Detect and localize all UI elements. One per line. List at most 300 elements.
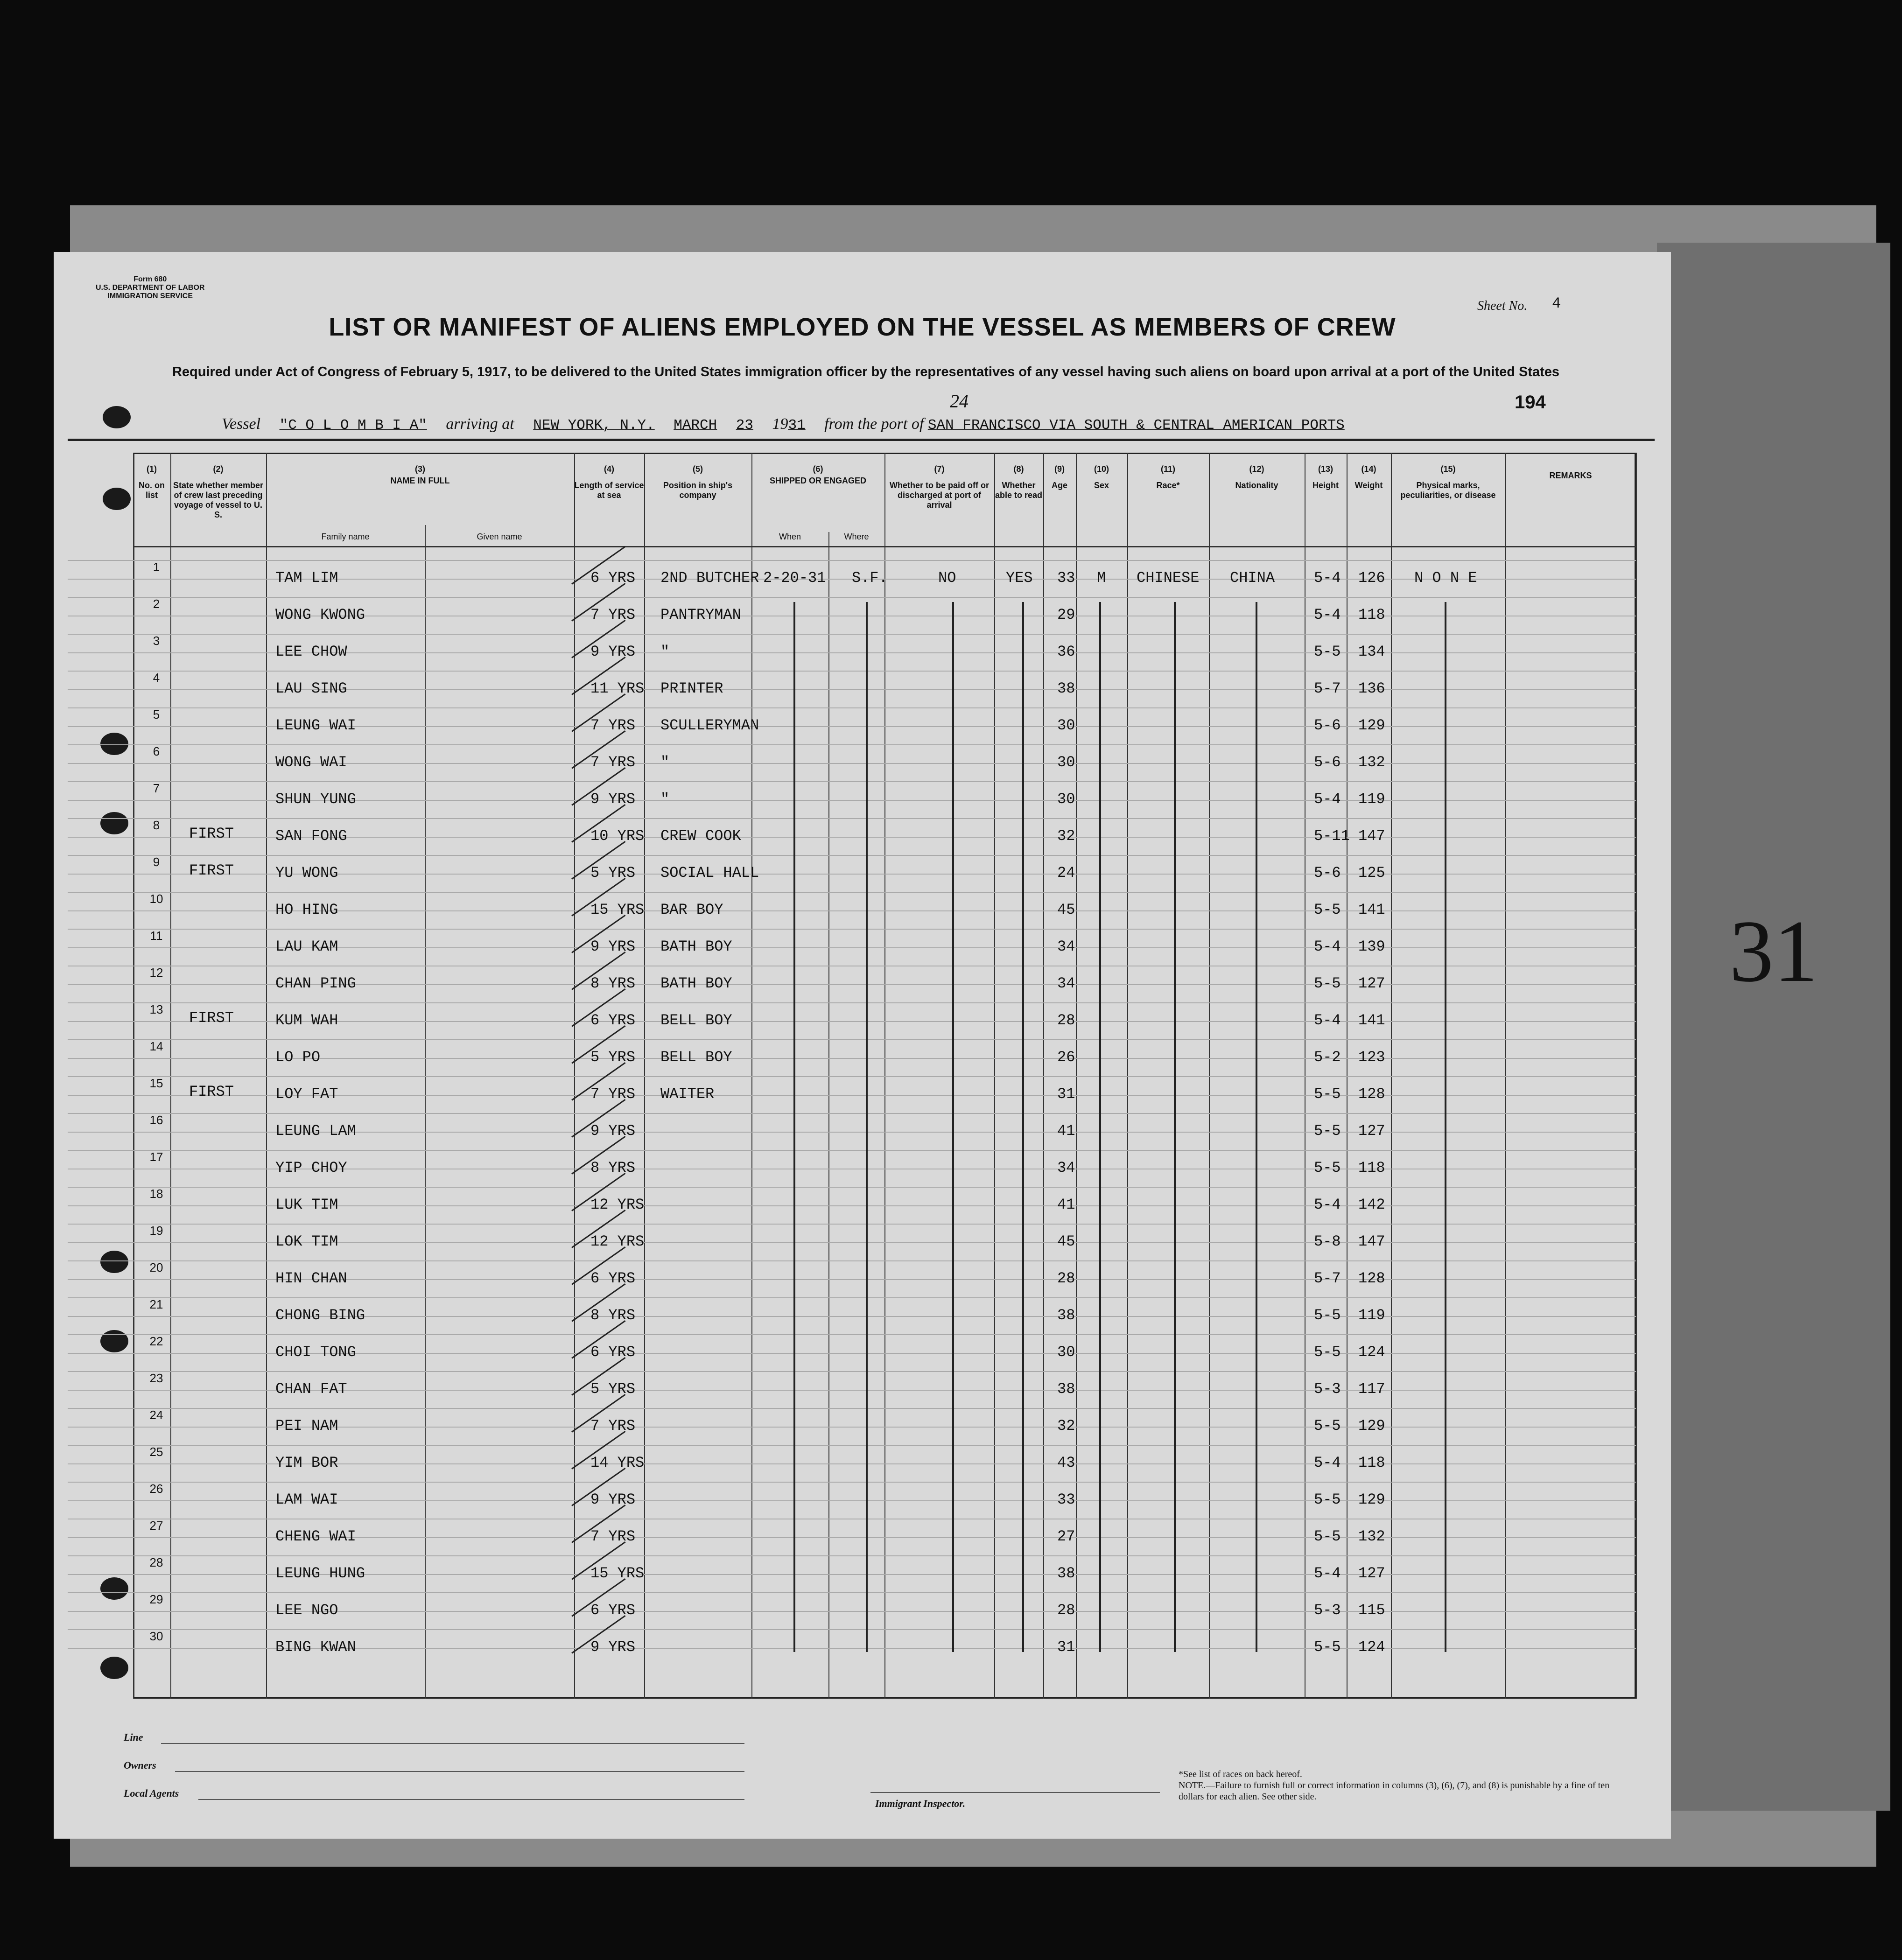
row-rule [68,634,1636,635]
column-number: (9) [1054,464,1065,474]
race-cell: CHINESE [1137,569,1200,587]
arriving-label: arriving at [446,415,514,433]
age-cell: 28 [1057,1012,1075,1029]
row-number: 22 [149,1334,163,1348]
column-header [1347,464,1391,490]
row-rule [68,1445,1636,1446]
previous-voyage-cell: FIRST [189,1083,234,1100]
row-number: 4 [153,671,160,685]
age-cell: 41 [1057,1196,1075,1213]
age-cell: 34 [1057,938,1075,955]
age-cell: 36 [1057,643,1075,660]
row-rule [68,1187,1636,1188]
position-cell: PRINTER [660,680,723,697]
column-header [266,464,574,486]
weight-cell: 128 [1358,1270,1385,1287]
shipped-when-cell: 2-20-31 [763,569,826,587]
weight-cell: 139 [1358,938,1385,955]
paid-off-cell: NO [938,569,956,587]
weight-cell: 123 [1358,1049,1385,1066]
column-number: (1) [147,464,157,474]
column-subheader: Where [844,532,869,541]
previous-voyage-cell: FIRST [189,862,234,879]
row-rule [68,818,1636,819]
column-divider [1636,453,1637,1699]
height-cell: 5-5 [1314,1417,1341,1435]
name-cell: CHONG BING [275,1307,365,1324]
age-cell: 31 [1057,1638,1075,1656]
weight-cell: 147 [1358,1233,1385,1250]
row-number: 15 [149,1076,163,1090]
row-number: 5 [153,707,160,721]
column-header [1505,464,1636,481]
row-number: 18 [149,1187,163,1201]
column-divider [1347,453,1348,1699]
column-divider [170,453,171,1699]
column-label: State whether member of crew last preceding voyage of vessel to U. S. [173,481,264,519]
agents-rule [198,1799,744,1800]
name-cell: LUK TIM [275,1196,338,1213]
row-rule [68,855,1636,856]
weight-cell: 142 [1358,1196,1385,1213]
height-cell: 5-5 [1314,1085,1341,1103]
agents-label: Local Agents [124,1787,179,1799]
service-length-cell: 9 YRS [590,791,636,808]
row-rule [68,744,1636,745]
height-cell: 5-5 [1314,901,1341,918]
column-divider [884,453,885,1699]
name-cell: WONG KWONG [275,606,365,623]
punch-hole [100,733,128,755]
name-cell: HIN CHAN [275,1270,347,1287]
column-label: Height [1312,481,1339,490]
column-label: Physical marks, peculiarities, or disease [1400,481,1496,500]
name-cell: PEI NAM [275,1417,338,1435]
line-label: Line [124,1731,143,1743]
row-number: 19 [149,1224,163,1238]
service-length-cell: 7 YRS [590,1085,636,1103]
column-divider [574,453,575,1699]
service-length-cell: 14 YRS [590,1454,645,1471]
service-length-cell: 12 YRS [590,1196,645,1213]
age-cell: 33 [1057,1491,1075,1508]
column-header [133,464,170,500]
position-cell: BELL BOY [660,1049,732,1066]
column-divider [1391,453,1392,1699]
ditto-line [1099,602,1101,1652]
name-cell: CHOI TONG [275,1344,356,1361]
service-length-cell: 6 YRS [590,1344,636,1361]
able-to-read-cell: YES [1006,569,1033,587]
height-cell: 5-3 [1314,1602,1341,1619]
service-length-cell: 6 YRS [590,1602,636,1619]
service-length-cell: 9 YRS [590,1122,636,1140]
name-cell: CHAN PING [275,975,356,992]
weight-cell: 134 [1358,643,1385,660]
weight-cell: 117 [1358,1380,1385,1398]
age-cell: 32 [1057,827,1075,845]
service-length-cell: 6 YRS [590,1012,636,1029]
age-cell: 43 [1057,1454,1075,1471]
line-rule [161,1743,744,1744]
height-cell: 5-3 [1314,1380,1341,1398]
service-length-cell: 7 YRS [590,754,636,771]
position-cell: SOCIAL HALL [660,864,759,882]
age-cell: 32 [1057,1417,1075,1435]
weight-cell: 129 [1358,717,1385,734]
punch-hole [100,1657,128,1679]
service-length-cell: 5 YRS [590,1380,636,1398]
position-cell: SCULLERYMAN [660,717,759,734]
row-rule [68,1039,1636,1040]
column-label: Length of service at sea [574,481,644,500]
row-number: 13 [149,1002,163,1016]
service-length-cell: 9 YRS [590,1638,636,1656]
column-label: Whether to be paid off or discharged at port of arrival [890,481,989,510]
height-cell: 5-4 [1314,1565,1341,1582]
service-length-cell: 5 YRS [590,864,636,882]
weight-cell: 118 [1358,1454,1385,1471]
age-cell: 28 [1057,1602,1075,1619]
column-label: Sex [1094,481,1109,490]
name-cell: HO HING [275,901,338,918]
service-length-cell: 10 YRS [590,827,645,845]
inspector-rule [870,1792,1160,1793]
weight-cell: 141 [1358,901,1385,918]
row-rule [68,1076,1636,1077]
position-cell: BATH BOY [660,975,732,992]
position-cell: WAITER [660,1085,715,1103]
height-cell: 5-4 [1314,938,1341,955]
weight-cell: 136 [1358,680,1385,697]
year-prefix: 19 [772,415,788,433]
document-title: LIST OR MANIFEST OF ALIENS EMPLOYED ON THE VESSEL AS MEMBERS OF CREW [329,313,1396,341]
column-number: (5) [693,464,703,474]
height-cell: 5-4 [1314,791,1341,808]
column-number: (3) [415,464,425,474]
weight-cell: 127 [1358,1565,1385,1582]
row-rule [68,1113,1636,1114]
name-cell: YIP CHOY [275,1159,347,1176]
department: U.S. DEPARTMENT OF LABOR [96,284,205,292]
age-cell: 24 [1057,864,1075,882]
column-divider [644,453,645,1699]
column-divider [1043,453,1044,1699]
column-header [884,464,994,510]
height-cell: 5-6 [1314,754,1341,771]
position-cell: BATH BOY [660,938,732,955]
height-cell: 5-7 [1314,1270,1341,1287]
column-header [574,464,644,500]
name-cell: SAN FONG [275,827,347,845]
previous-voyage-cell: FIRST [189,825,234,842]
name-cell: LO PO [275,1049,321,1066]
name-cell: YIM BOR [275,1454,338,1471]
column-header [1209,464,1305,490]
row-rule [68,1260,1636,1261]
age-cell: 45 [1057,1233,1075,1250]
ditto-line [1445,602,1446,1652]
punch-hole [100,1251,128,1273]
height-cell: 5-4 [1314,606,1341,623]
weight-cell: 119 [1358,1307,1385,1324]
sex-cell: M [1097,569,1106,587]
height-cell: 5-5 [1314,1122,1341,1140]
footer-note [1179,1769,1636,1802]
position-cell: PANTRYMAN [660,606,741,623]
age-cell: 38 [1057,1565,1075,1582]
row-number: 14 [149,1039,163,1053]
manifest-sheet [54,252,1818,1839]
row-number: 6 [153,744,160,758]
height-cell: 5-11 [1314,827,1350,845]
height-cell: 5-6 [1314,717,1341,734]
column-header [644,464,751,500]
name-cell: CHAN FAT [275,1380,347,1398]
height-cell: 5-7 [1314,680,1341,697]
form-header [96,275,204,301]
service-length-cell: 15 YRS [590,1565,645,1582]
punch-hole [100,1330,128,1352]
name-cell: YU WONG [275,864,338,882]
service-length-cell: 6 YRS [590,1270,636,1287]
name-cell: LAU SING [275,680,347,697]
row-number: 26 [149,1482,163,1496]
header-rule [68,439,1655,441]
position-cell: CREW COOK [660,827,741,845]
weight-cell: 129 [1358,1491,1385,1508]
weight-cell: 127 [1358,975,1385,992]
row-number: 17 [149,1150,163,1164]
row-rule [68,707,1636,708]
column-label: Weight [1355,481,1383,490]
column-divider [1076,453,1077,1699]
service-length-cell: 5 YRS [590,1049,636,1066]
service-length-cell: 8 YRS [590,1307,636,1324]
arrival-port: NEW YORK, N.Y. [533,417,655,434]
service-length-cell: 12 YRS [590,1233,645,1250]
vessel-label: Vessel [222,415,261,433]
name-cell: LEE CHOW [275,643,347,660]
row-number: 21 [149,1297,163,1311]
age-cell: 41 [1057,1122,1075,1140]
margin-handwritten-number: 31 [1729,903,1818,1001]
position-cell: BELL BOY [660,1012,732,1029]
age-cell: 45 [1057,901,1075,918]
service-length-cell: 7 YRS [590,606,636,623]
row-rule [68,1482,1636,1483]
column-divider [994,453,995,1699]
shipped-where-cell: S.F. [852,569,888,587]
row-number: 9 [153,855,160,869]
name-cell: LAU KAM [275,938,338,955]
age-cell: 30 [1057,717,1075,734]
name-cell: KUM WAH [275,1012,338,1029]
row-number: 24 [149,1408,163,1422]
height-cell: 5-5 [1314,975,1341,992]
name-cell: LAM WAI [275,1491,338,1508]
header-bottom-rule [133,546,1636,547]
name-cell: LEUNG HUNG [275,1565,365,1582]
service-length-cell: 8 YRS [590,1159,636,1176]
row-number: 27 [149,1519,163,1533]
column-label: Nationality [1235,481,1278,490]
age-cell: 38 [1057,1307,1075,1324]
name-cell: LEUNG WAI [275,717,356,734]
position-cell: " [660,791,670,808]
previous-voyage-cell: FIRST [189,1009,234,1027]
note-text: NOTE.—Failure to furnish full or correct information in columns (3), (6), (7), and (8) is punishable by a fine of ten dollars for each alien. See other side. [1179,1780,1610,1802]
ditto-line [866,602,868,1652]
column-header [751,464,884,486]
column-label: REMARKS [1549,471,1592,480]
row-number: 1 [153,560,160,574]
column-number: (14) [1361,464,1376,474]
row-rule [68,1408,1636,1409]
row-number: 28 [149,1555,163,1569]
height-cell: 5-5 [1314,1159,1341,1176]
punch-hole [100,812,128,834]
service: IMMIGRATION SERVICE [107,292,193,300]
column-header [1076,464,1127,490]
height-cell: 5-8 [1314,1233,1341,1250]
row-rule [68,1150,1636,1151]
row-number: 7 [153,781,160,795]
row-rule [68,671,1636,672]
service-length-cell: 8 YRS [590,975,636,992]
name-cell: LOK TIM [275,1233,338,1250]
ditto-line [1022,602,1024,1652]
column-header [1043,464,1076,490]
name-cell: BING KWAN [275,1638,356,1656]
height-cell: 5-5 [1314,1344,1341,1361]
subcolumn-divider [828,532,829,1699]
height-cell: 5-5 [1314,1307,1341,1324]
column-header [1127,464,1209,490]
row-rule [68,1592,1636,1593]
column-divider [133,453,134,1699]
column-number: (13) [1318,464,1333,474]
height-cell: 5-4 [1314,1012,1341,1029]
nationality-cell: CHINA [1230,569,1275,587]
column-divider [751,453,752,1699]
subcolumn-divider [425,525,426,1699]
service-length-cell: 15 YRS [590,901,645,918]
age-cell: 38 [1057,1380,1075,1398]
column-label: Position in ship's company [663,481,733,500]
row-rule [68,1334,1636,1335]
row-number: 12 [149,966,163,980]
row-rule [68,1002,1636,1003]
column-number: (8) [1013,464,1024,474]
column-header [1391,464,1505,500]
row-rule [68,781,1636,782]
column-number: (2) [213,464,224,474]
name-cell: SHUN YUNG [275,791,356,808]
weight-cell: 126 [1358,569,1385,587]
ditto-line [1256,602,1257,1652]
form-number: Form 680 [133,275,167,283]
weight-cell: 115 [1358,1602,1385,1619]
column-header [994,464,1043,500]
origin-port: SAN FRANCISCO VIA SOUTH & CENTRAL AMERICAN PORTS [927,417,1345,434]
age-cell: 28 [1057,1270,1075,1287]
row-number: 16 [149,1113,163,1127]
inspector-label: Immigrant Inspector. [875,1798,966,1809]
height-cell: 5-4 [1314,569,1341,587]
column-divider [1209,453,1210,1699]
name-cell: LEE NGO [275,1602,338,1619]
column-number: (4) [604,464,614,474]
name-cell: CHENG WAI [275,1528,356,1545]
owners-label: Owners [124,1759,156,1771]
position-cell: 2ND BUTCHER [660,569,759,587]
column-subheader: When [779,532,801,541]
row-rule [68,1555,1636,1556]
age-cell: 27 [1057,1528,1075,1545]
row-rule [68,560,1636,561]
row-rule [68,929,1636,930]
row-number: 8 [153,818,160,832]
sheet-number: 4 [1552,295,1561,312]
service-length-cell: 11 YRS [590,680,645,697]
row-rule [68,892,1636,893]
weight-cell: 125 [1358,864,1385,882]
ditto-line [1174,602,1176,1652]
column-label: Age [1051,481,1067,490]
column-number: (7) [934,464,945,474]
name-cell: WONG WAI [275,754,347,771]
weight-cell: 124 [1358,1638,1385,1656]
vessel-line [222,415,1345,434]
height-cell: 5-2 [1314,1049,1341,1066]
row-number: 25 [149,1445,163,1459]
service-length-cell: 9 YRS [590,938,636,955]
age-cell: 29 [1057,606,1075,623]
row-rule [68,1371,1636,1372]
weight-cell: 118 [1358,1159,1385,1176]
height-cell: 5-6 [1314,864,1341,882]
column-number: (12) [1249,464,1264,474]
note-star: *See list of races on back hereof. [1179,1769,1302,1779]
age-cell: 26 [1057,1049,1075,1066]
sheet-number-label: Sheet No. [1477,299,1528,313]
column-header [1305,464,1347,490]
column-divider [1127,453,1128,1699]
document-subtitle: Required under Act of Congress of February 5, 1917, to be delivered to the United States immigration officer by the representatives of any vessel having such aliens on board upon arrival at a port of the United States [172,364,1560,379]
row-number: 11 [150,929,163,943]
weight-cell: 132 [1358,754,1385,771]
weight-cell: 147 [1358,827,1385,845]
weight-cell: 132 [1358,1528,1385,1545]
column-label: NAME IN FULL [390,476,450,485]
height-cell: 5-5 [1314,1491,1341,1508]
column-number: (10) [1094,464,1109,474]
physical-marks-cell: N O N E [1414,569,1477,587]
column-number: (6) [813,464,823,474]
age-cell: 30 [1057,1344,1075,1361]
column-number: (15) [1440,464,1456,474]
row-number: 3 [153,634,160,648]
weight-cell: 128 [1358,1085,1385,1103]
punch-hole [103,488,131,510]
weight-cell: 129 [1358,1417,1385,1435]
ditto-line [952,602,954,1652]
column-header [170,464,266,520]
column-subheader: Family name [321,532,370,541]
row-rule [68,597,1636,598]
row-rule [68,1224,1636,1225]
